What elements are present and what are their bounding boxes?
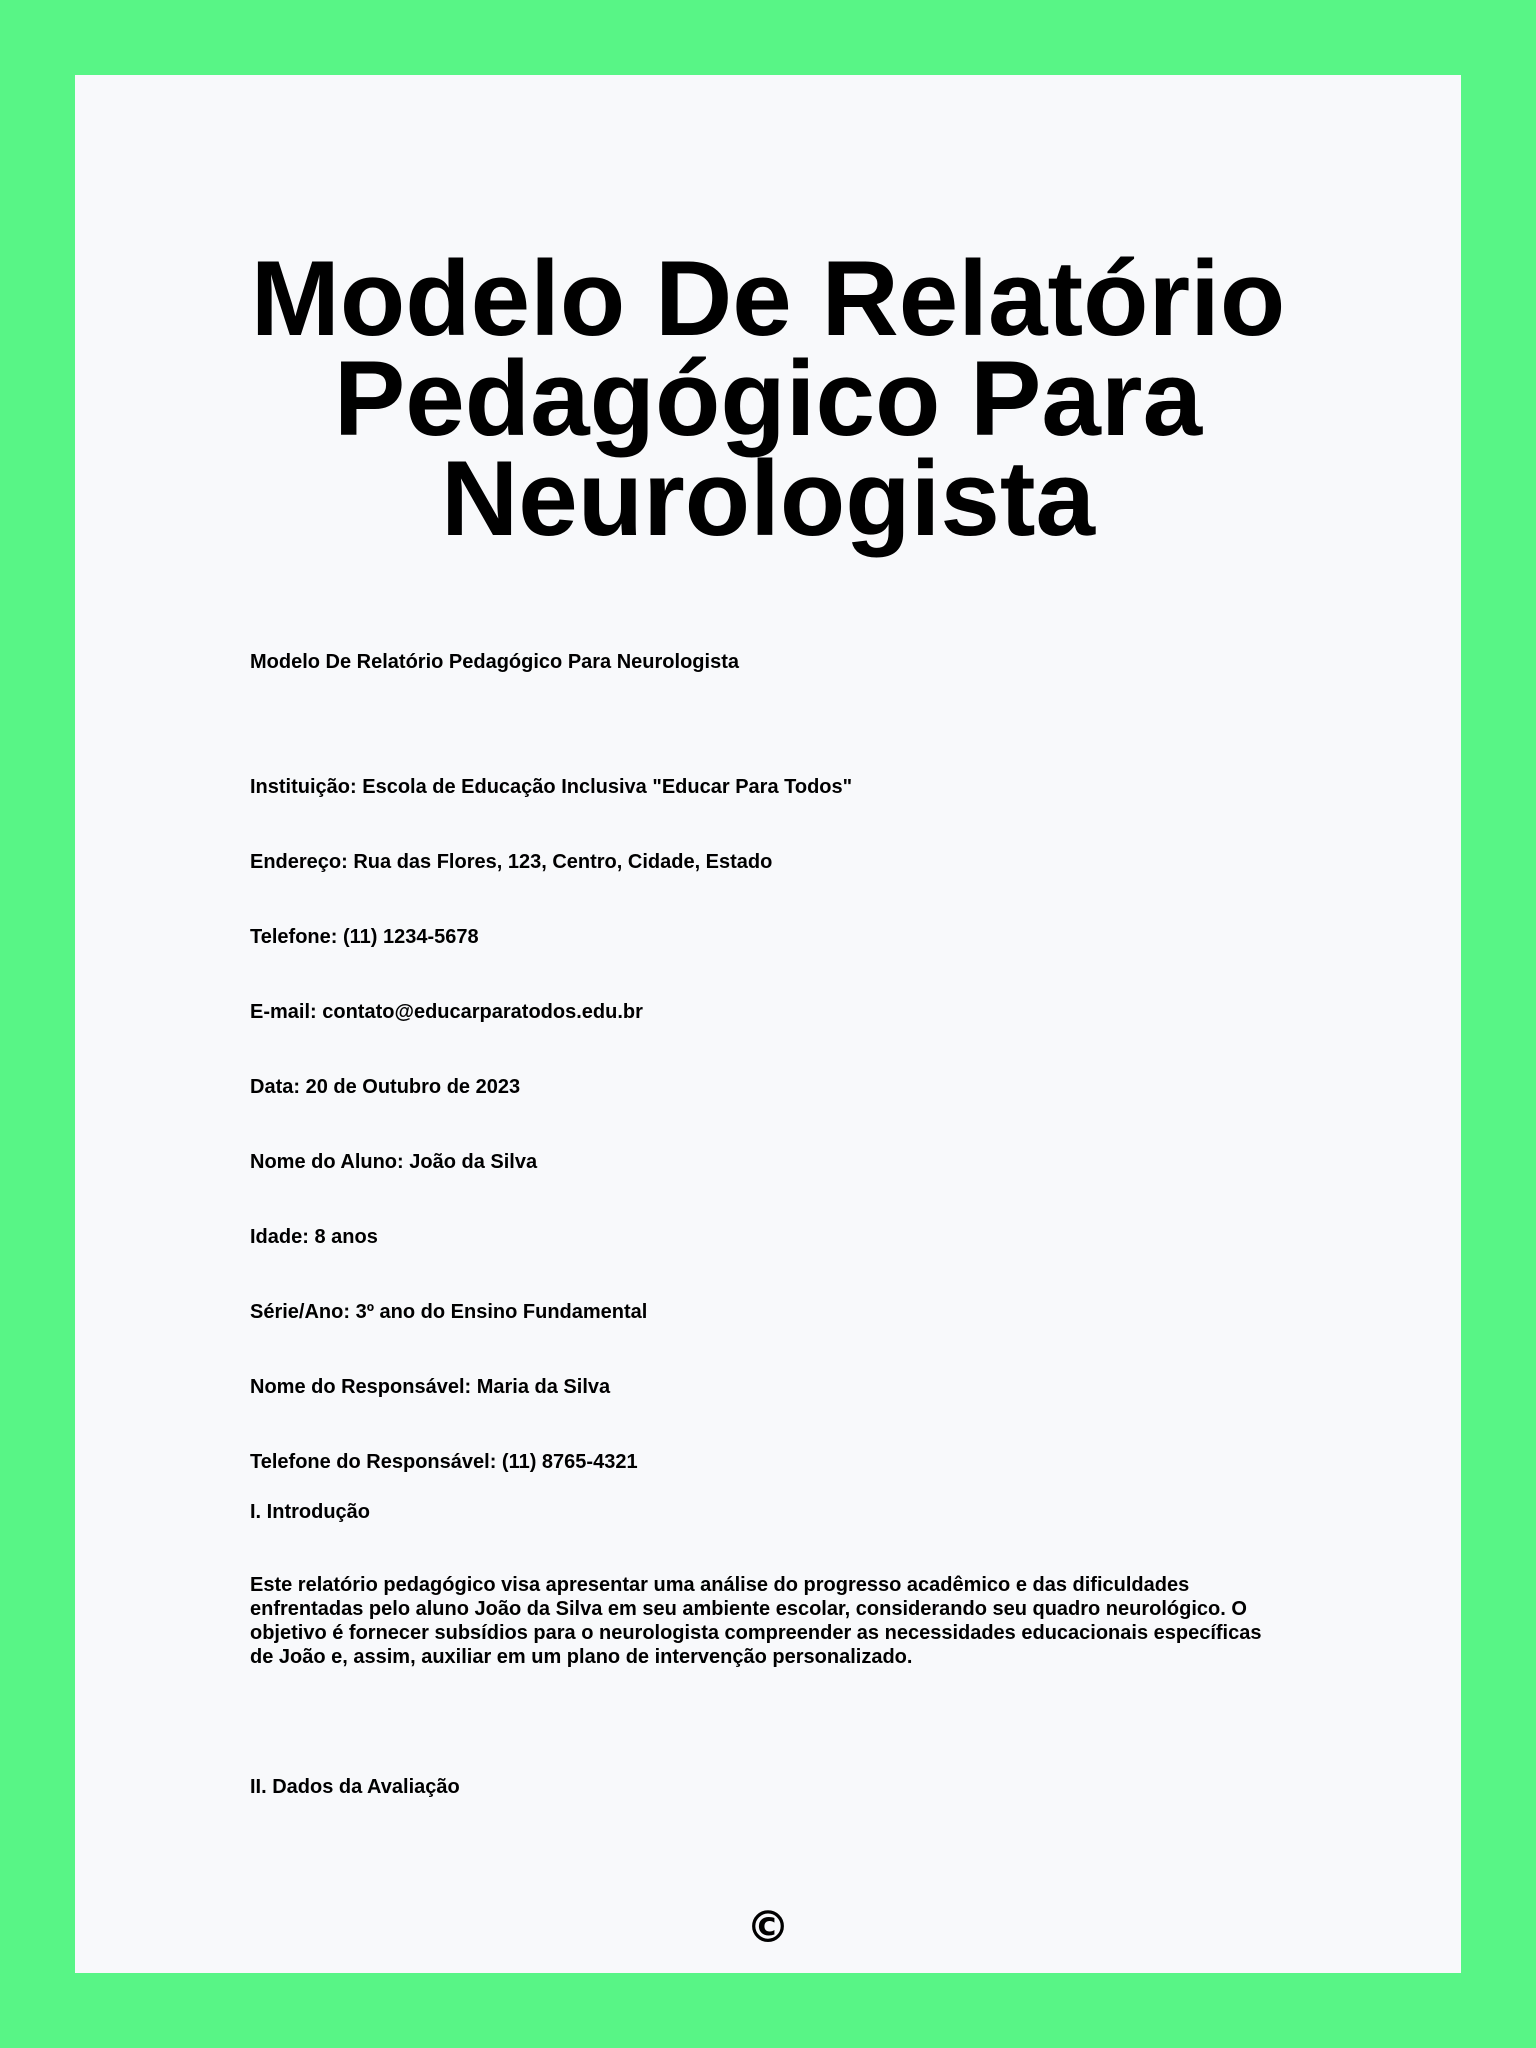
field-institution: Instituição: Escola de Educação Inclusiva "Educar Para Todos" [250, 776, 853, 798]
field-guardian-phone: Telefone do Responsável: (11) 8765-4321 [250, 1451, 638, 1473]
field-email: E-mail: contato@educarparatodos.edu.br [250, 1001, 643, 1023]
field-phone: Telefone: (11) 1234-5678 [250, 926, 479, 948]
title-line-2: Pedagógico Para [333, 338, 1203, 458]
field-address: Endereço: Rua das Flores, 123, Centro, Cidade, Estado [250, 851, 773, 873]
field-age: Idade: 8 anos [250, 1226, 378, 1248]
document-title [0, 238, 1536, 558]
field-guardian-name: Nome do Responsável: Maria da Silva [250, 1376, 611, 1398]
copyright-icon: © [746, 1902, 790, 1953]
title-line-1: Modelo De Relatório [250, 238, 1286, 358]
field-student-name: Nome do Aluno: João da Silva [250, 1151, 538, 1173]
field-date: Data: 20 de Outubro de 2023 [250, 1076, 521, 1098]
title-line-3: Neurologista [441, 438, 1095, 558]
introduction-paragraph: Este relatório pedagógico visa apresentar uma análise do progresso acadêmico e das dificuldades enfrentadas pelo aluno João da Silva em seu ambiente escolar, considerando seu quadro neurológico. O objetivo é fornecer subsídios para o neurologista compreender as necessidades educacionais específicas de João e, assim, auxiliar em um plano de intervenção personalizado. [250, 1574, 1262, 1668]
document-subtitle: Modelo De Relatório Pedagógico Para Neurologista [250, 651, 739, 673]
section-heading-introduction: I. Introdução [250, 1501, 370, 1523]
field-grade: Série/Ano: 3º ano do Ensino Fundamental [250, 1301, 648, 1323]
section-heading-evaluation-data: II. Dados da Avaliação [250, 1776, 460, 1798]
